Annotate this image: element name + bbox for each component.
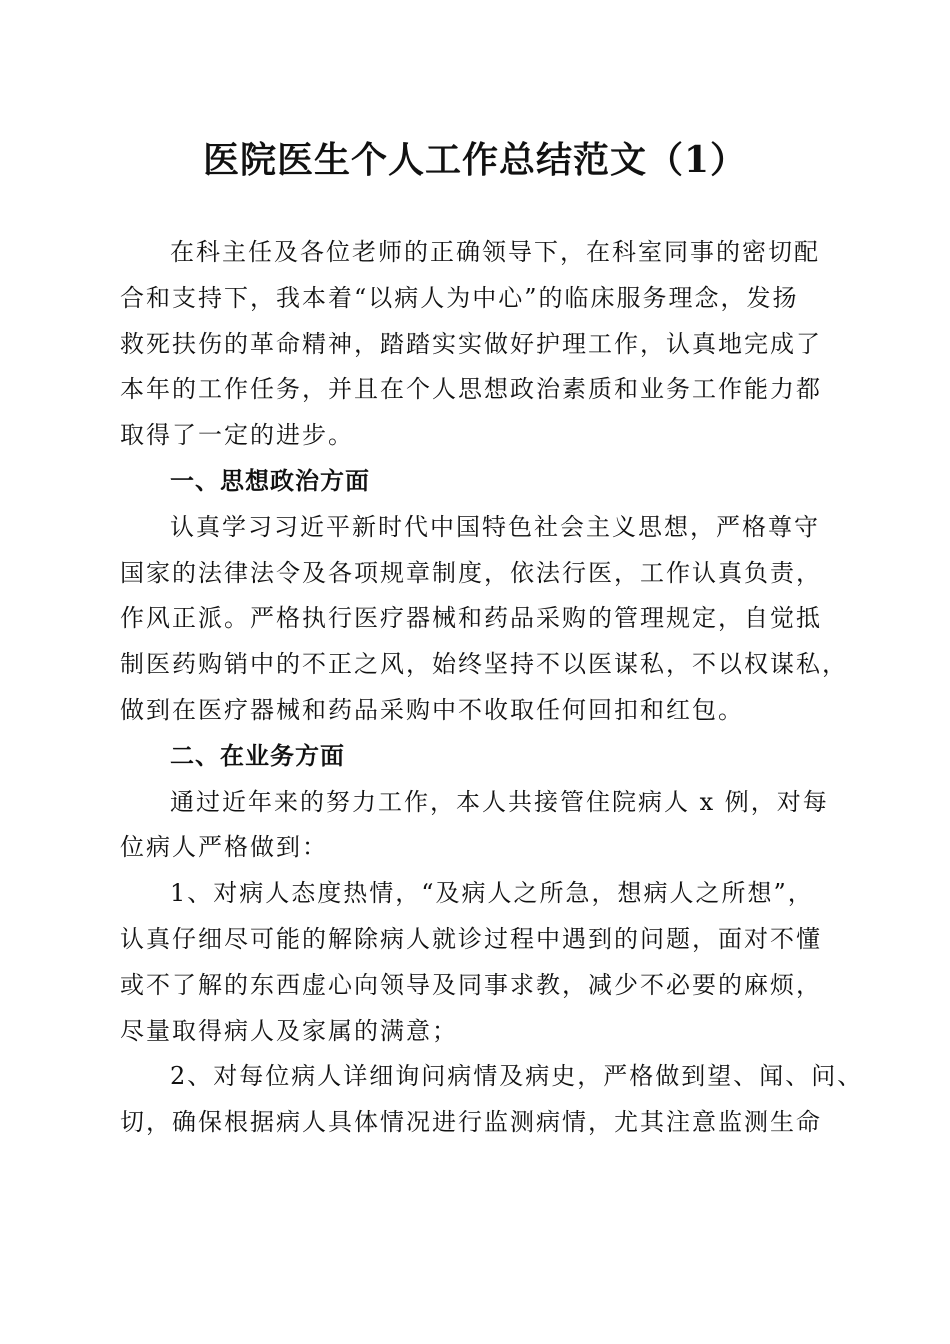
paragraph-line: 救死扶伤的革命精神，踏踏实实做好护理工作，认真地完成了 — [120, 329, 822, 358]
section-heading: 一、思想政治方面 — [170, 466, 370, 495]
paragraph-line: 取得了一定的进步。 — [120, 421, 354, 450]
paragraph-line: 做到在医疗器械和药品采购中不收取任何回扣和红包。 — [120, 695, 744, 724]
document-title: 医院医生个人工作总结范文（1） — [202, 139, 748, 181]
paragraph-line: 尽量取得病人及家属的满意； — [120, 1016, 458, 1045]
section-heading: 二、在业务方面 — [170, 741, 345, 770]
document-body — [120, 230, 864, 1146]
paragraph-line: 制医药购销中的不正之风，始终坚持不以医谋私，不以权谋私， — [120, 650, 848, 679]
paragraph-line: 认真学习习近平新时代中国特色社会主义思想，严格尊守 — [170, 512, 820, 541]
paragraph-line: 或不了解的东西虚心向领导及同事求教，减少不必要的麻烦， — [120, 970, 822, 999]
paragraph-line: 在科主任及各位老师的正确领导下，在科室同事的密切配 — [170, 238, 820, 266]
paragraph-line: 2、对每位病人详细询问病情及病史，严格做到望、闻、问、 — [170, 1062, 864, 1091]
paragraph-line: 认真仔细尽可能的解除病人就诊过程中遇到的问题，面对不懂 — [120, 924, 822, 953]
paragraph-line: 通过近年来的努力工作，本人共接管住院病人 x 例，对每 — [170, 787, 829, 816]
paragraph-line: 1、对病人态度热情，“及病人之所急，想病人之所想”， — [170, 879, 814, 908]
paragraph-line: 切，确保根据病人具体情况进行监测病情，尤其注意监测生命 — [120, 1108, 822, 1137]
paragraph-line: 国家的法律法令及各项规章制度，依法行医，工作认真负责， — [120, 558, 822, 587]
paragraph-line: 本年的工作任务，并且在个人思想政治素质和业务工作能力都 — [120, 375, 822, 404]
paragraph-line: 位病人严格做到： — [120, 833, 328, 862]
paragraph-line: 作风正派。严格执行医疗器械和药品采购的管理规定，自觉抵 — [120, 604, 822, 633]
paragraph-line: 合和支持下，我本着“以病人为中心”的临床服务理念，发扬 — [120, 283, 799, 312]
